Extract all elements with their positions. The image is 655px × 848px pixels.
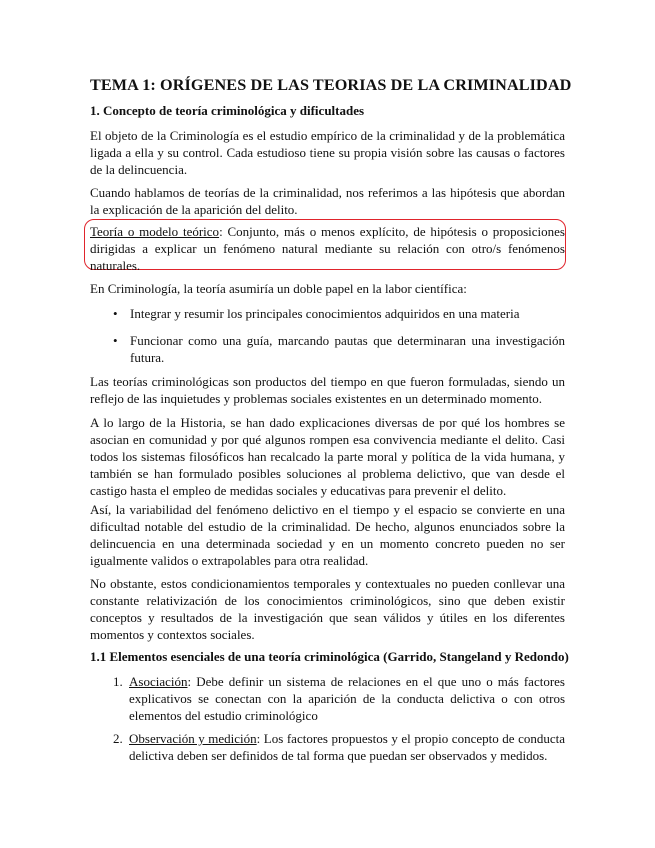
bullet-text: Integrar y resumir los principales conocimientos adquiridos en una materia — [130, 306, 520, 321]
paragraph-6: Así, la variabilidad del fenómeno delictivo en el tiempo y el espacio se convierte en una dificultad notable del estudio de la criminalidad. De hecho, algunos enunciados sobre la delincuencia en una determinada sociedad y en un momento concreto pueden no ser igualmente validos o extrapolables para otra realidad. — [90, 502, 565, 568]
paragraph-3: En Criminología, la teoría asumiría un doble papel en la labor científica: — [90, 281, 467, 296]
definition-text: : Conjunto, más o menos explícito, de hipótesis o proposiciones dirigidas a explicar un fenómeno natural mediante su relación con otro/s fenómenos naturales. — [90, 224, 565, 273]
paragraph-4: Las teorías criminológicas son productos del tiempo en que fueron formuladas, siendo un reflejo de las inquietudes y problemas sociales existentes en un determinado momento. — [90, 374, 565, 406]
item-term: Asociación — [129, 674, 188, 689]
section-1-heading: 1. Concepto de teoría criminológica y dificultades — [90, 103, 365, 118]
item-text: Asociación: Debe definir un sistema de relaciones en el que uno o más factores explicativos se conectan con la aparición de la conducta delictiva o con otros elementos del estudio criminológico — [129, 674, 565, 723]
section-1-1-heading: 1.1 Elementos esenciales de una teoría criminológica (Garrido, Stangeland y Redondo) — [90, 649, 569, 664]
item-number: 2. — [113, 731, 123, 746]
definition-term: Teoría o modelo teórico — [90, 224, 220, 239]
bullet-icon: • — [113, 333, 118, 348]
paragraph-7: No obstante, estos condicionamientos temporales y contextuales no pueden conllevar una constante relativización de los conocimientos criminológicos, sino que deben existir conceptos y resultados de la investigación que sean válidos y útiles en los diferentes momentos y contextos sociales. — [90, 576, 565, 642]
definition-paragraph — [90, 223, 565, 274]
item-term: Observación y medición — [129, 731, 257, 746]
paragraph-2: Cuando hablamos de teorías de la criminalidad, nos referimos a las hipótesis que abordan la explicación de la aparición del delito. — [90, 185, 565, 217]
item-text: Observación y medición: Los factores propuestos y el propio concepto de conducta delictiva deben ser definidos de tal forma que puedan ser observados y medidos. — [129, 731, 565, 763]
item-number: 1. — [113, 674, 123, 689]
document-title: TEMA 1: ORÍGENES DE LAS TEORIAS DE LA CRIMINALIDAD — [90, 76, 572, 94]
paragraph-5: A lo largo de la Historia, se han dado explicaciones diversas de por qué los hombres se asocian en comunidad y por qué algunos rompen esa convivencia mediante el delito. Casi todos los sistemas filosóficos han recalcado la parte moral y política de la vida humana, y también se han formulado posibles soluciones al problema delictivo, que van desde el castigo hasta el empleo de medidas sociales y educativas para prevenir el delito. — [90, 415, 565, 498]
paragraph-1: El objeto de la Criminología es el estudio empírico de la criminalidad y de la problemática ligada a ella y su control. Cada estudioso tiene su propia visión sobre las causas o factores de la delincuencia. — [90, 128, 565, 177]
bullet-text: Funcionar como una guía, marcando pautas que determinaran una investigación futura. — [130, 333, 565, 365]
bullet-icon: • — [113, 306, 118, 321]
